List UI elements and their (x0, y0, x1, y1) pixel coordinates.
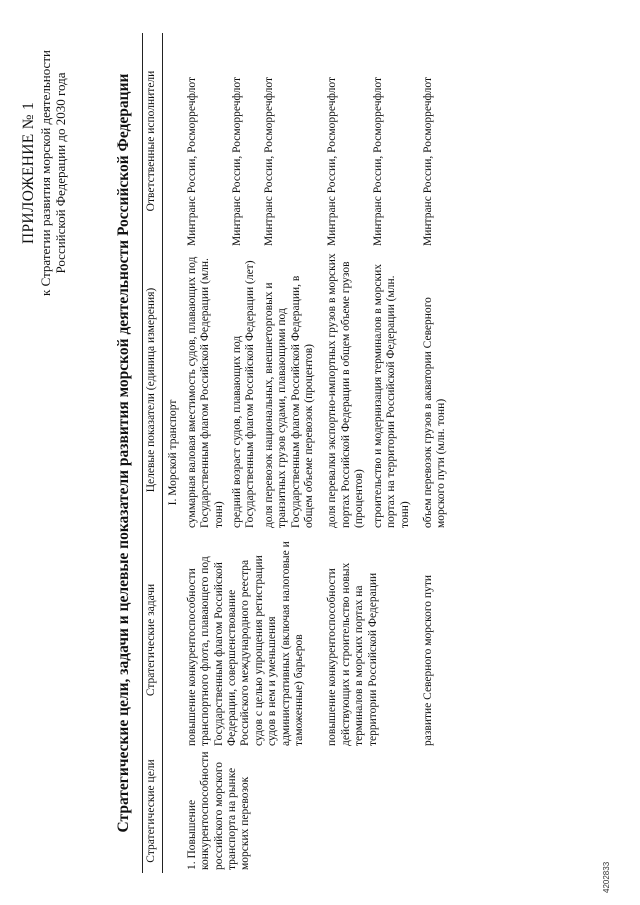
main-title: Стратегические цели, задачи и целевые показатели развития морской деятельности Российской Федерации (115, 73, 132, 833)
indicator-cell: суммарная валовая вместимость судов, плавающих под Государственным флагом Российской Федерации (млн. тонн) (185, 256, 225, 528)
responsible-cell: Минтранс России, Росморречфлот (262, 76, 275, 246)
section-title: I. Морской транспорт (167, 399, 180, 506)
table-header-row (143, 33, 163, 873)
section-row (163, 33, 183, 873)
indicator-cell: строительство и модернизация терминалов в морских портах на территории Российской Федерации (млн. тонн) (371, 264, 411, 528)
goal-cell: 1. Повышение конкурентоспособности российского морского транспорта на рынке морских перевозок (185, 751, 252, 870)
responsible-cell: Минтранс России, Росморречфлот (421, 76, 434, 246)
appendix-line-2: Российской Федерации до 2030 года (53, 72, 68, 274)
indicator-cell: средний возраст судов, плавающих под Государственным флагом Российской Федерации (лет) (231, 260, 257, 528)
task-cell: повышение конкурентоспособности действующих и строительство новых терминалов в морских портах на территории Российской Федерации (326, 562, 379, 746)
appendix-title: ПРИЛОЖЕНИЕ № 1 (20, 101, 37, 245)
indicator-cell: доля перевозок национальных, внешнеторговых и транзитных грузов судами, плавающими под Государственным флагом Российской Федерации, в общем объеме перевозок (процентов) (262, 275, 316, 528)
table-row (414, 33, 451, 873)
indicator-cell: объем перевозок грузов в акватории Северного морского пути (млн. тонн) (421, 297, 448, 528)
task-cell: развитие Северного морского пути (421, 574, 434, 746)
header-goals: Стратегические цели (143, 749, 163, 873)
header-indicators: Целевые показатели (единица измерения) (143, 249, 163, 531)
responsible-cell: Минтранс России, Росморречфлот (185, 76, 198, 246)
task-cell: повышение конкурентоспособности транспортного флота, плавающего под Государственным флагом Российской Федерации, совершенствование Российского международного реестра судов с целью упрощения регистрации судов в нем и уменьшения административных (включая налоговые и таможенные) барьеров (185, 541, 306, 746)
header-tasks: Стратегические задачи (143, 531, 163, 749)
table-row (318, 33, 368, 873)
responsible-cell: Минтранс России, Росморречфлот (371, 76, 384, 246)
responsible-cell: Минтранс России, Росморречфлот (231, 76, 244, 246)
table-row (183, 33, 228, 873)
goals-table (142, 33, 451, 873)
appendix-header (20, 23, 68, 323)
indicator-cell: доля перевалки экспортно-импортных грузов в морских портах Российской Федерации в общем объеме грузов (процентов) (326, 253, 366, 528)
header-responsible: Ответственные исполнители (143, 33, 163, 249)
appendix-line-1: к Стратегии развития морской деятельности (38, 50, 53, 296)
responsible-cell: Минтранс России, Росморречфлот (326, 76, 339, 246)
document-number: 4202833 (602, 861, 611, 893)
rotated-content (2, 3, 636, 903)
